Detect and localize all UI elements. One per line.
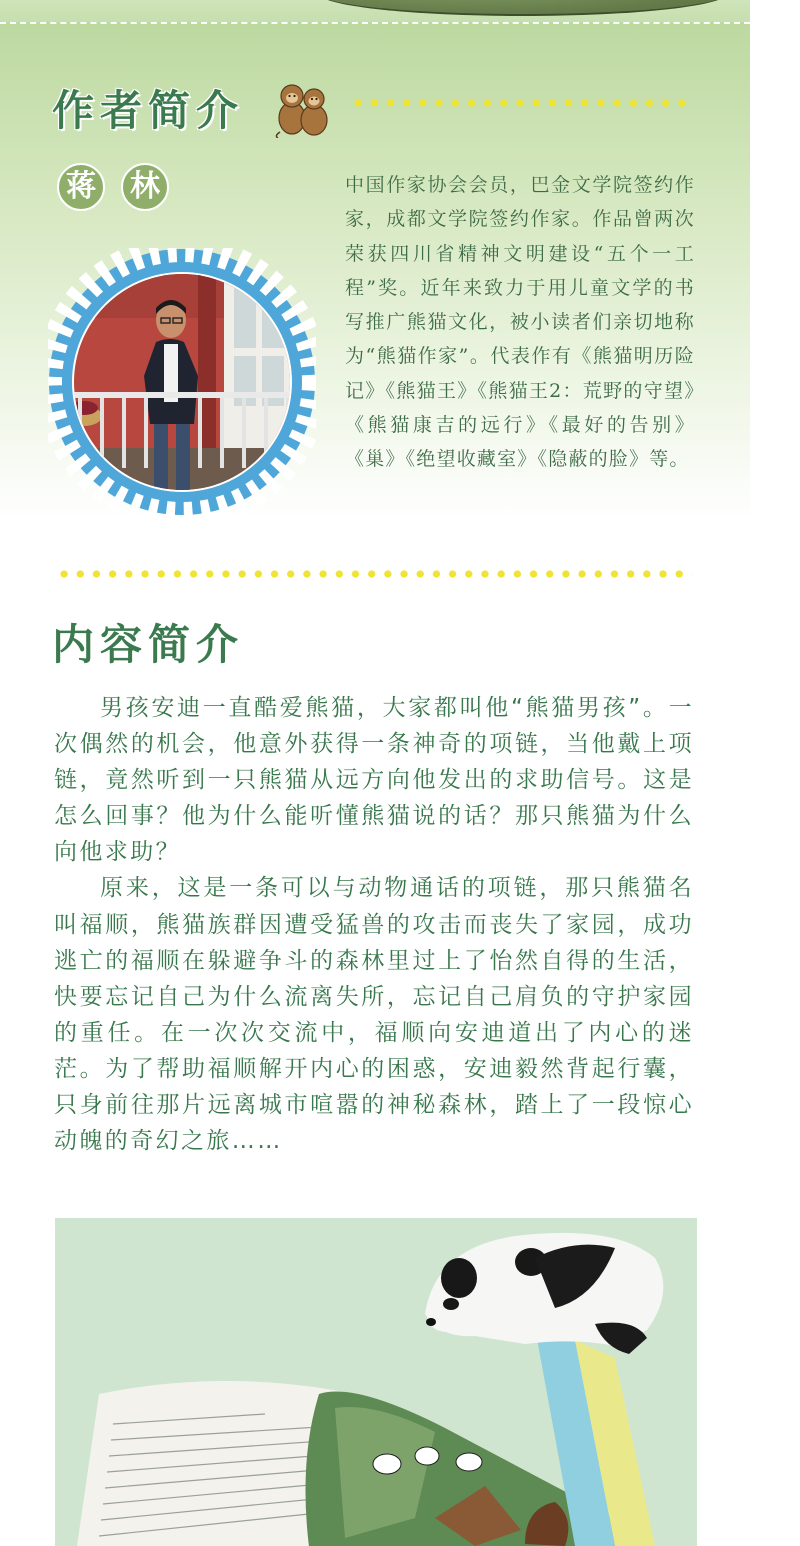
book-product-photo bbox=[55, 1218, 697, 1546]
dashed-divider bbox=[0, 22, 750, 24]
dotted-divider-author bbox=[350, 99, 690, 107]
open-book-with-panda-image bbox=[55, 1218, 697, 1546]
top-illustration-strip bbox=[0, 0, 750, 22]
summary-paragraph: 原来，这是一条可以与动物通话的项链，那只熊猫名叫福顺，熊猫族群因遭受猛兽的攻击而丧失了家园，成功逃亡的福顺在躲避争斗的森林里过上了怡然自得的生活，快要忘记自己为什么流离失所，忘记自己肩负的守护家园的重任。在一次次交流中，福顺向安迪道出了内心的迷茫。为了帮助福顺解开内心的困惑，安迪毅然背起行囊，只身前往那片远离城市喧嚣的神秘森林，踏上了一段惊心动魄的奇幻之旅…… bbox=[54, 875, 694, 1155]
monkeys-icon bbox=[272, 72, 334, 138]
summary-paragraph: 男孩安迪一直酷爱熊猫，大家都叫他“熊猫男孩”。一次偶然的机会，他意外获得一条神奇的项链，当他戴上项链，竟然听到一只熊猫从远方向他发出的求助信号。这是怎么回事？他为什么能听懂熊猫说的话？那只熊猫为什么向他求助？ bbox=[54, 695, 694, 866]
author-section-title: 作者简介 bbox=[52, 86, 245, 135]
content-section-title: 内容简介 bbox=[52, 620, 245, 669]
author-bio: 中国作家协会会员，巴金文学院签约作家，成都文学院签约作家。作品曾两次荣获四川省精神文明建设“五个一工程”奖。近年来致力于用儿童文学的书写推广熊猫文化，被小读者们亲切地称为“熊猫作家”。代表作有《熊猫明历险记》《熊猫王》《熊猫王2：荒野的守望》《熊猫康吉的远行》《最好的告别》《巢》《绝望收藏室》《隐蔽的脸》等。 bbox=[345, 174, 695, 471]
author-portrait bbox=[48, 248, 316, 516]
author-name-badge: 蒋 bbox=[57, 163, 105, 211]
content-summary bbox=[54, 690, 694, 1159]
author-name-badge: 林 bbox=[121, 163, 169, 211]
rock-illustration bbox=[318, 0, 728, 16]
dotted-divider-content bbox=[56, 570, 692, 578]
